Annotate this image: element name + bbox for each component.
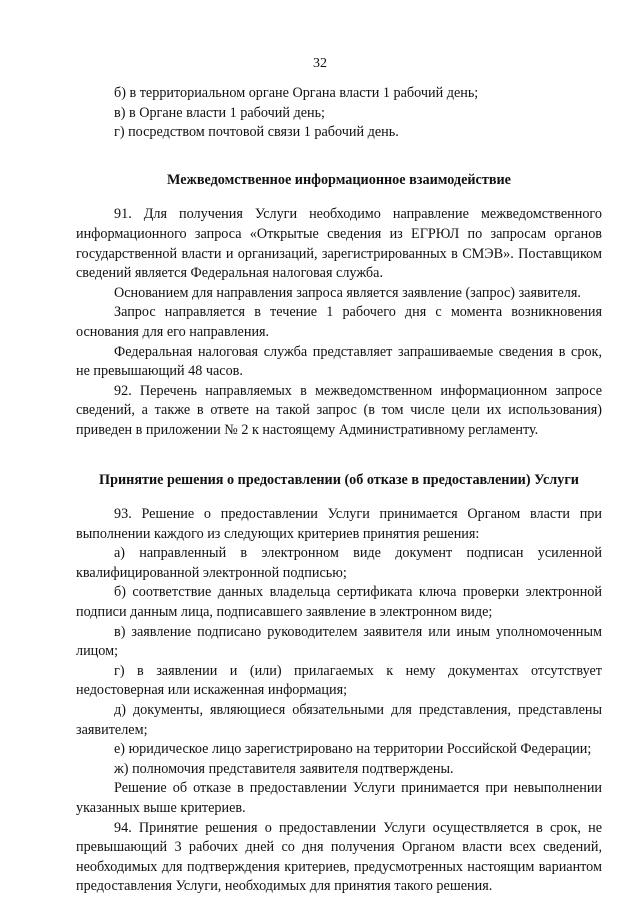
section-heading-interagency: Межведомственное информационное взаимодействие xyxy=(167,171,511,188)
list-item: г) посредством почтовой связи 1 рабочий день. xyxy=(114,124,399,141)
paragraph: 92. Перечень направляемых в межведомственном информационном запросе сведений, а также в ответе на такой запрос (в том числе цели их использования) приведен в приложении № 2 к настоящему Административному регламенту. xyxy=(76,382,602,438)
paragraph: 94. Принятие решения о предоставлении Услуги осуществляется в срок, не превышающий 3 рабочих дней со дня получения Органом власти всех сведений, необходимых для подтверждения критериев, предусмотренных настоящим вариантом предоставления Услуги, необходимых для принятия такого решения. xyxy=(76,819,602,895)
paragraph: 93. Решение о предоставлении Услуги принимается Органом власти при выполнении каждого из следующих критериев принятия решения: xyxy=(76,506,602,542)
page-number: 32 xyxy=(313,56,327,71)
section-heading-decision: Принятие решения о предоставлении (об отказе в предоставлении) Услуги xyxy=(99,471,579,488)
criterion-item: ж) полномочия представителя заявителя подтверждены. xyxy=(114,760,454,777)
criterion-item: е) юридическое лицо зарегистрировано на территории Российской Федерации; xyxy=(114,741,592,758)
criterion-item: г) в заявлении и (или) прилагаемых к нему документах отсутствует недостоверная или искаженная информация; xyxy=(76,662,602,699)
list-item: б) в территориальном органе Органа власти 1 рабочий день; xyxy=(114,85,479,101)
criterion-item: д) документы, являющиеся обязательными для представления, представлены заявителем; xyxy=(76,702,602,738)
criterion-item: а) направленный в электронном виде документ подписан усиленной квалифицированной электронной подписью; xyxy=(76,545,602,581)
paragraph: Запрос направляется в течение 1 рабочего дня с момента возникновения основания для его направления. xyxy=(76,304,602,340)
document-body xyxy=(76,84,602,897)
paragraph: 91. Для получения Услуги необходимо направление межведомственного информационного запроса «Открытые сведения из ЕГРЮЛ по запросам органов государственной власти и организаций, зарегистрированных в СМЭВ». Поставщиком сведений является Федеральная налоговая служба. xyxy=(76,206,602,282)
criterion-item: в) заявление подписано руководителем заявителя или иным уполномоченным лицом; xyxy=(76,623,602,660)
paragraph: Основанием для направления запроса является заявление (запрос) заявителя. xyxy=(114,284,581,301)
paragraph: Решение об отказе в предоставлении Услуги принимается при невыполнении указанных выше критериев. xyxy=(76,780,602,816)
paragraph: Федеральная налоговая служба представляет запрашиваемые сведения в срок, не превышающий 48 часов. xyxy=(76,343,602,380)
list-item: в) в Органе власти 1 рабочий день; xyxy=(114,104,325,121)
criterion-item: б) соответствие данных владельца сертификата ключа проверки электронной подписи данным лица, подписавшего заявление в электронном виде; xyxy=(76,584,602,621)
